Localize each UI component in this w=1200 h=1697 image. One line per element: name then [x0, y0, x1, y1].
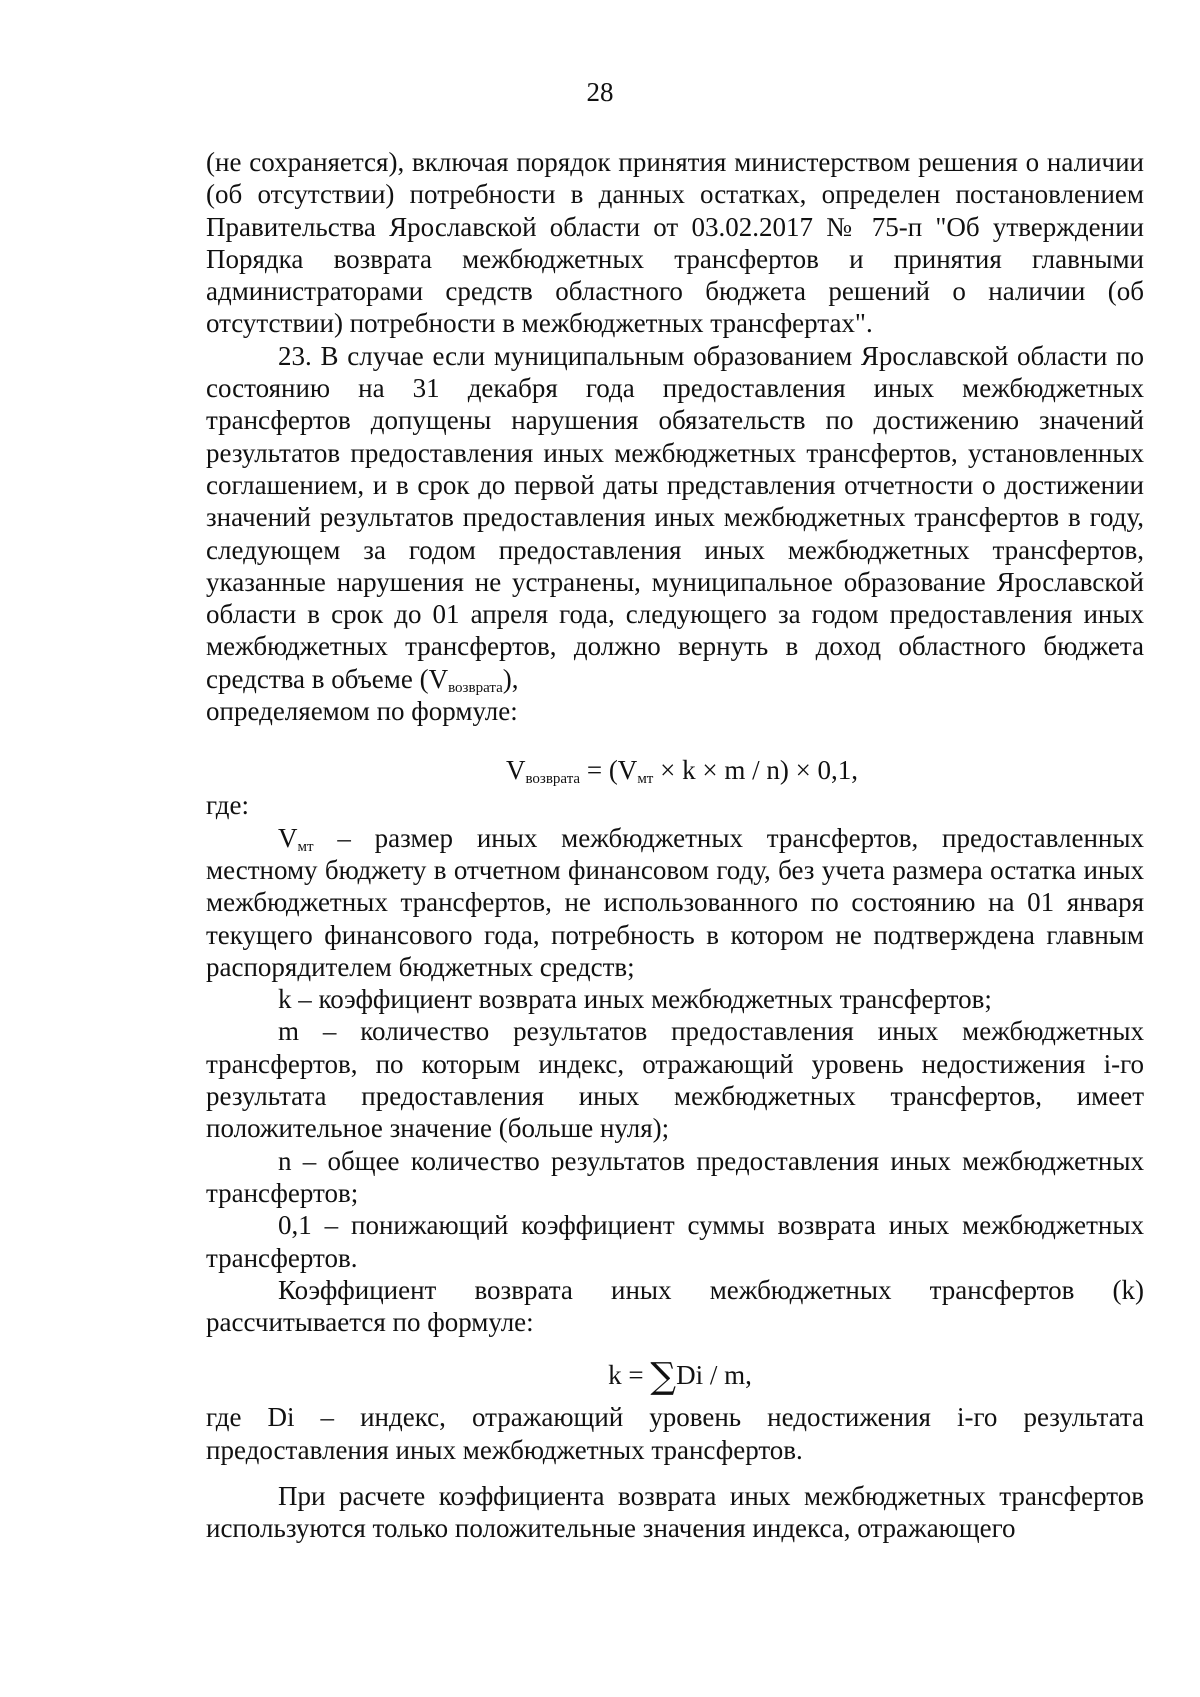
paragraph-23-end: ), [502, 663, 519, 694]
paragraph-23 [206, 340, 1144, 728]
formula-1-rest: × k × m / n) × 0,1, [653, 755, 859, 786]
v-return-subscript: возврата [448, 679, 503, 696]
k-calculation-intro: Коэффициент возврата иных межбюджетных трансфертов (k) рассчитывается по формуле: [206, 1274, 1144, 1338]
definition-di: где Di – индекс, отражающий уровень недостижения i-го результата предоставления иных межбюджетных трансфертов. [206, 1402, 1144, 1465]
definition-k: k – коэффициент возврата иных межбюджетных трансфертов; [278, 984, 992, 1015]
document-body [206, 146, 1144, 1545]
definition-coefficient: 0,1 – понижающий коэффициент суммы возврата иных межбюджетных трансфертов. [206, 1210, 1144, 1273]
paragraph-23-text: 23. В случае если муниципальным образованием Ярославской области по состоянию на 31 декабря года предоставления иных межбюджетных трансфертов допущены нарушения обязательств по достижению значений результатов предоставления иных межбюджетных трансфертов, установленных соглашением, и в срок до первой даты представления отчетности о достижении значений результатов предоставления иных межбюджетных трансфертов в году, следующем за годом предоставления иных межбюджетных трансфертов, указанные нарушения не устранены, муниципальное образование Ярославской области в срок до 01 апреля года, следующего за годом предоставления иных межбюджетных трансфертов, должно вернуть в доход областного бюджета средства в объеме (V [206, 340, 1144, 694]
formula-1-lhs: V [505, 755, 526, 786]
paragraph-last: При расчете коэффициента возврата иных межбюджетных трансфертов используются только положительные значения индекса, отражающего [206, 1480, 1144, 1544]
formula-2-rest: Di / m, [676, 1360, 752, 1391]
definition-n: n – общее количество результатов предоставления иных межбюджетных трансфертов; [206, 1145, 1144, 1208]
where-label: где: [206, 790, 249, 821]
formula-2-lhs: k = [608, 1360, 651, 1391]
v-mt-subscript: мт [297, 838, 314, 855]
definition-m: m – количество результатов предоставления иных межбюджетных трансфертов, по которым индекс, отражающий уровень недостижения i-го результата предоставления иных межбюджетных трансфертов, имеет положительное значение (больше нуля); [206, 1016, 1144, 1144]
definition-v-mt [206, 822, 1144, 983]
formula-1-mid: = (V [580, 755, 638, 786]
formula-1-mid-subscript: мт [637, 771, 654, 788]
summation-sign: ∑ [650, 1356, 677, 1398]
formula-return-amount [206, 754, 1144, 786]
paragraph-intro: (не сохраняется), включая порядок принятия министерством решения о наличии (об отсутствии) потребности в данных остатках, определен постановлением Правительства Ярославской области от 03.02.2017 № 75-п "Об утверждении Порядка возврата межбюджетных трансфертов и принятия главными администраторами средств областного бюджета решений о наличии (об отсутствии) потребности в межбюджетных трансфертах". [206, 147, 1144, 339]
v-mt-description: – размер иных межбюджетных трансфертов, предоставленных местному бюджету в отчетном финансовом году, без учета размера остатка иных межбюджетных трансфертов, не использованного по состоянию на 01 января текущего финансового года, потребность в котором не подтверждена главным распорядителем бюджетных средств; [206, 822, 1144, 982]
v-mt-variable: V [278, 822, 298, 853]
formula-k [206, 1356, 1144, 1398]
page-number: 28 [586, 77, 614, 107]
paragraph-23-tail: определяемом по формуле: [206, 696, 518, 727]
formula-1-lhs-subscript: возврата [525, 771, 581, 788]
